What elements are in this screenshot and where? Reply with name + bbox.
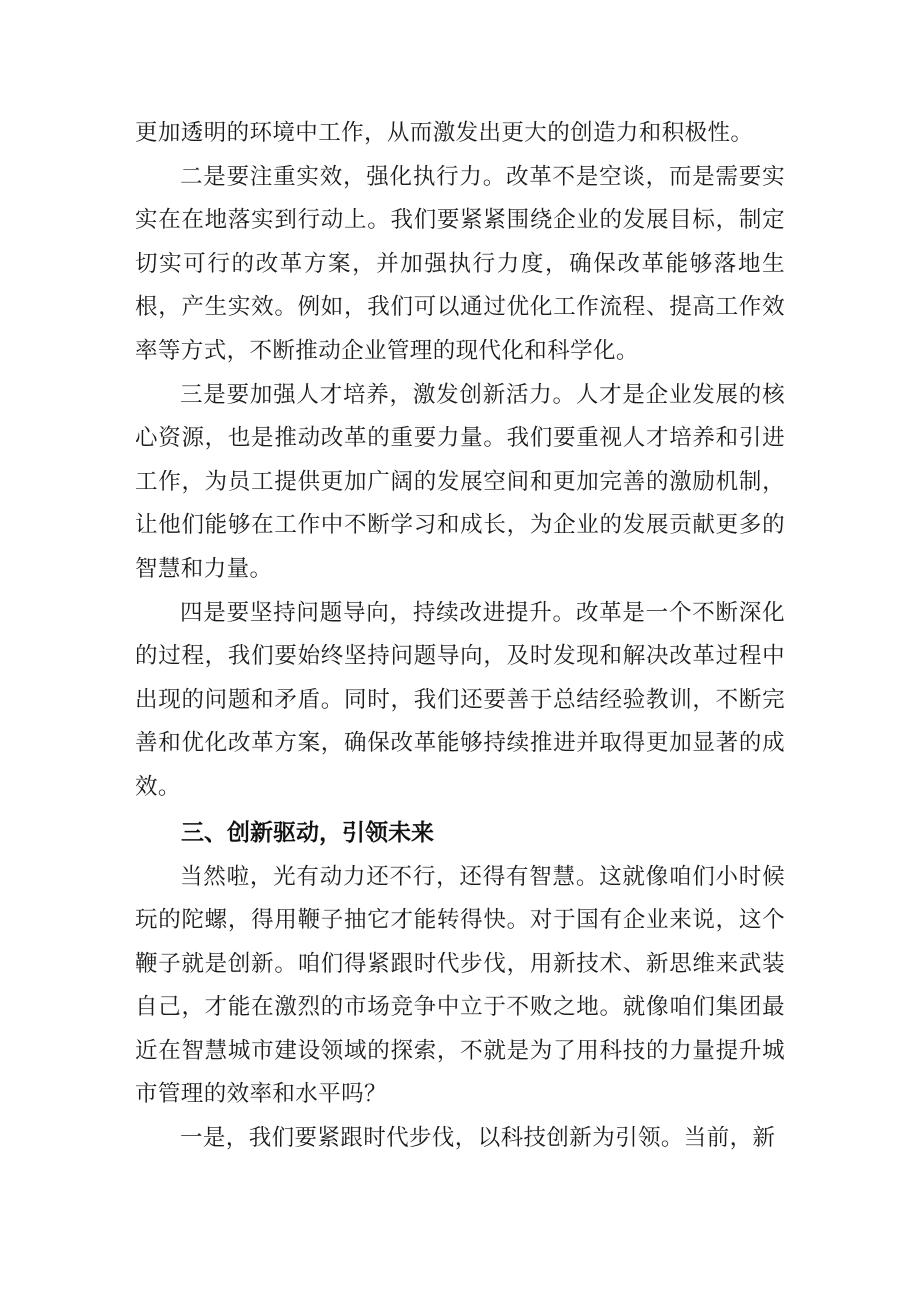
paragraph-point-two: 二是要注重实效，强化执行力。改革不是空谈，而是需要实实在在地落实到行动上。我们要紧紧围绕企业的发展目标，制定切实可行的改革方案，并加强执行力度，确保改革能够落地生根，产生实效。例如，我们可以通过优化工作流程、提高工作效率等方式，不断推动企业管理的现代化和科学化。 [135, 163, 785, 364]
document-body [135, 112, 785, 1161]
paragraph-continuation: 更加透明的环境中工作，从而激发出更大的创造力和积极性。 [135, 120, 754, 146]
section-heading: 三、创新驱动，引领未来 [181, 819, 434, 846]
paragraph-innovation-intro: 当然啦，光有动力还不行，还得有智慧。这就像咱们小时候玩的陀螺，得用鞭子抽它才能转得快。对于国有企业来说，这个鞭子就是创新。咱们得紧跟时代步伐，用新技术、新思维来武装自己，才能在激烈的市场竞争中立于不败之地。就像咱们集团最近在智慧城市建设领域的探索，不就是为了用科技的力量提升城市管理的效率和水平吗？ [135, 863, 785, 1108]
paragraph-innovation-point-one: 一是，我们要紧跟时代步伐，以科技创新为引领。当前，新 [180, 1125, 776, 1152]
paragraph-point-three: 三是要加强人才培养，激发创新活力。人才是企业发展的核心资源，也是推动改革的重要力量。我们要重视人才培养和引进工作，为员工提供更加广阔的发展空间和更加完善的激励机制，让他们能够在工作中不断学习和成长，为企业的发展贡献更多的智慧和力量。 [135, 381, 785, 582]
paragraph-point-four: 四是要坚持问题导向，持续改进提升。改革是一个不断深化的过程，我们要始终坚持问题导向，及时发现和解决改革过程中出现的问题和矛盾。同时，我们还要善于总结经验教训，不断完善和优化改革方案，确保改革能够持续推进并取得更加显著的成效。 [135, 599, 785, 800]
